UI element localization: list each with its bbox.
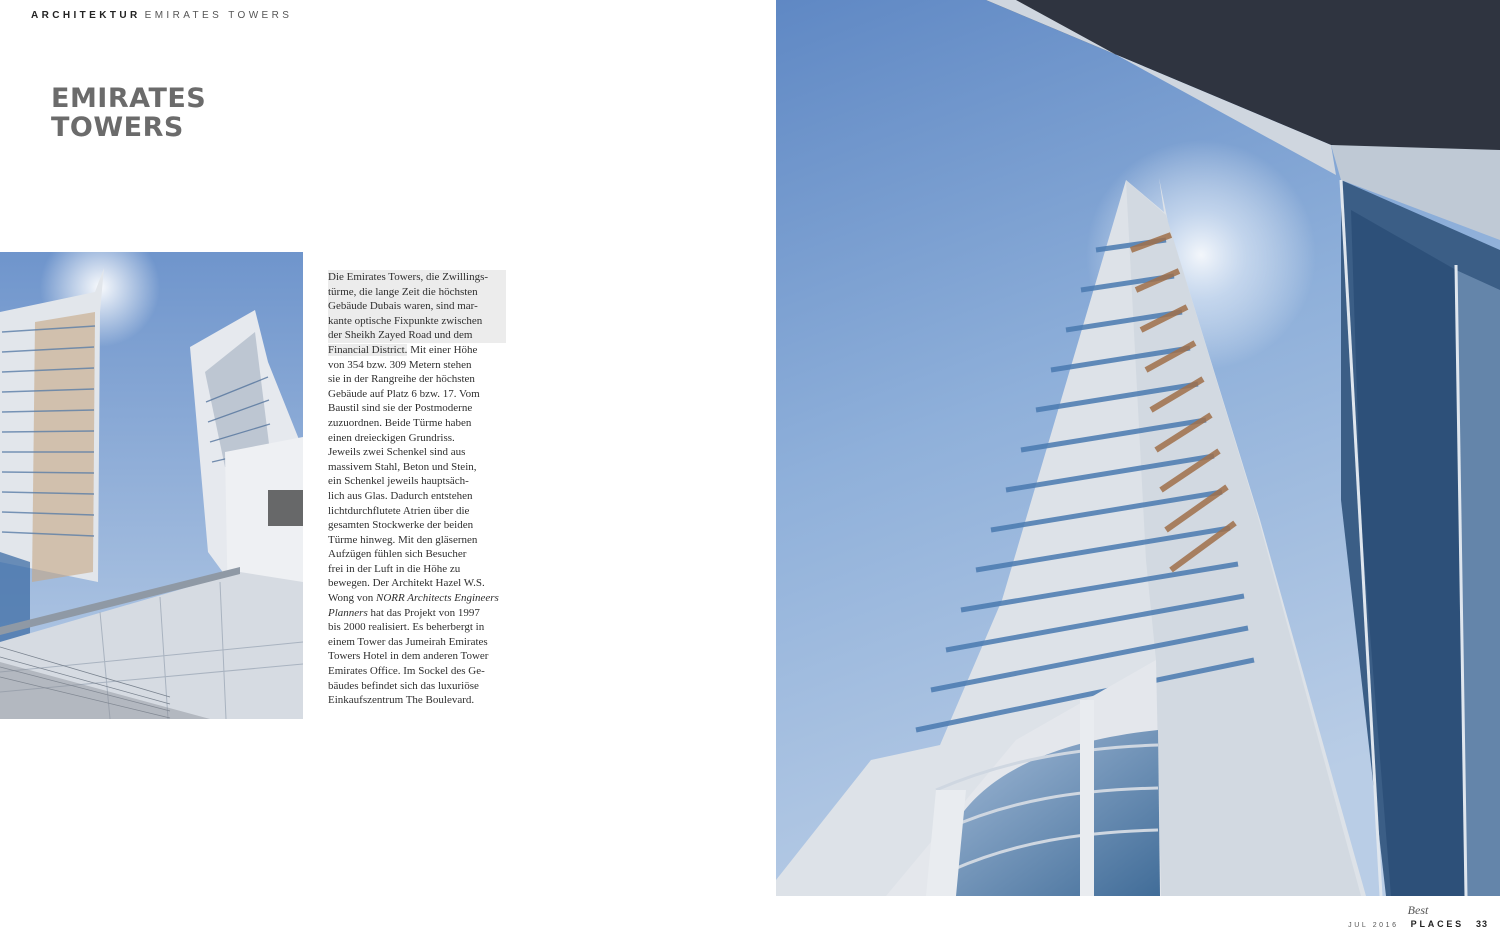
body-line: zuzuordnen. Beide Türme haben	[328, 416, 472, 429]
body-paragraph	[328, 270, 506, 708]
emirates-tower-upward-photo	[776, 0, 1500, 896]
body-line	[328, 343, 506, 358]
body-line-rest: Mit einer Höhe	[407, 343, 478, 356]
logo-word: PLACES	[1410, 919, 1464, 929]
article-body	[328, 270, 506, 708]
body-line: kante optische Fixpunkte zwischen	[328, 314, 506, 329]
magazine-logo	[1407, 903, 1464, 932]
page-footer	[1348, 903, 1488, 929]
title-line-1: EMIRATES	[51, 83, 207, 114]
body-line: Gebäude auf Platz 6 bzw. 17. Vom	[328, 387, 480, 400]
body-line-rest: hat das Projekt von 1997	[367, 606, 480, 619]
body-line: einen dreieckigen Grundriss.	[328, 431, 455, 444]
section-kicker	[31, 10, 292, 21]
body-line: bäudes befindet sich das luxuriöse	[328, 679, 479, 692]
body-line: Emirates Office. Im Sockel des Ge-	[328, 665, 485, 678]
body-line: einem Tower das Jumeirah Emirates	[328, 635, 488, 648]
body-line: Baustil sind sie der Postmoderne	[328, 402, 473, 415]
body-line-start: Wong von	[328, 592, 377, 605]
body-line: sie in der Rangreihe der höchsten	[328, 373, 475, 386]
body-line: ein Schenkel jeweils hauptsäch-	[328, 475, 469, 488]
body-line	[328, 606, 506, 621]
body-line: Jeweils zwei Schenkel sind aus	[328, 446, 466, 459]
body-line: Türme hinweg. Mit den gläsernen	[328, 533, 478, 546]
body-line: bis 2000 realisiert. Es beherbergt in	[328, 621, 485, 634]
body-line: Gebäude Dubais waren, sind mar-	[328, 299, 506, 314]
topic-label: EMIRATES TOWERS	[144, 10, 293, 21]
body-line: Towers Hotel in dem anderen Tower	[328, 650, 489, 663]
body-line: Die Emirates Towers, die Zwillings-	[328, 270, 506, 285]
section-label: ARCHITEKTUR	[31, 10, 141, 21]
body-line: bewegen. Der Architekt Hazel W.S.	[328, 577, 485, 590]
body-line: der Sheikh Zayed Road und dem	[328, 328, 506, 343]
emirates-towers-twin-photo	[0, 252, 303, 719]
body-line: lich aus Glas. Dadurch entstehen	[328, 489, 473, 502]
architect-firm: NORR Architects Engineers	[376, 592, 499, 605]
body-line: türme, die lange Zeit die höchsten	[328, 285, 506, 300]
body-line: von 354 bzw. 309 Metern stehen	[328, 358, 472, 371]
body-line	[328, 591, 506, 606]
body-line: frei in der Luft in die Höhe zu	[328, 562, 461, 575]
issue-date: JUL 2016	[1348, 922, 1399, 929]
body-line: massivem Stahl, Beton und Stein,	[328, 460, 477, 473]
page-number: 33	[1475, 919, 1488, 929]
article-title	[51, 84, 206, 142]
logo-script: Best	[1407, 903, 1429, 917]
body-highlight: Financial District.	[328, 343, 408, 356]
body-line: Einkaufszentrum The Boulevard.	[328, 694, 475, 707]
body-line: lichtdurchflutete Atrien über die	[328, 504, 470, 517]
title-line-2: TOWERS	[51, 112, 184, 143]
architect-firm-end: Planners	[328, 606, 368, 619]
body-line: Aufzügen fühlen sich Besucher	[328, 548, 467, 561]
body-line: gesamten Stockwerke der beiden	[328, 519, 474, 532]
